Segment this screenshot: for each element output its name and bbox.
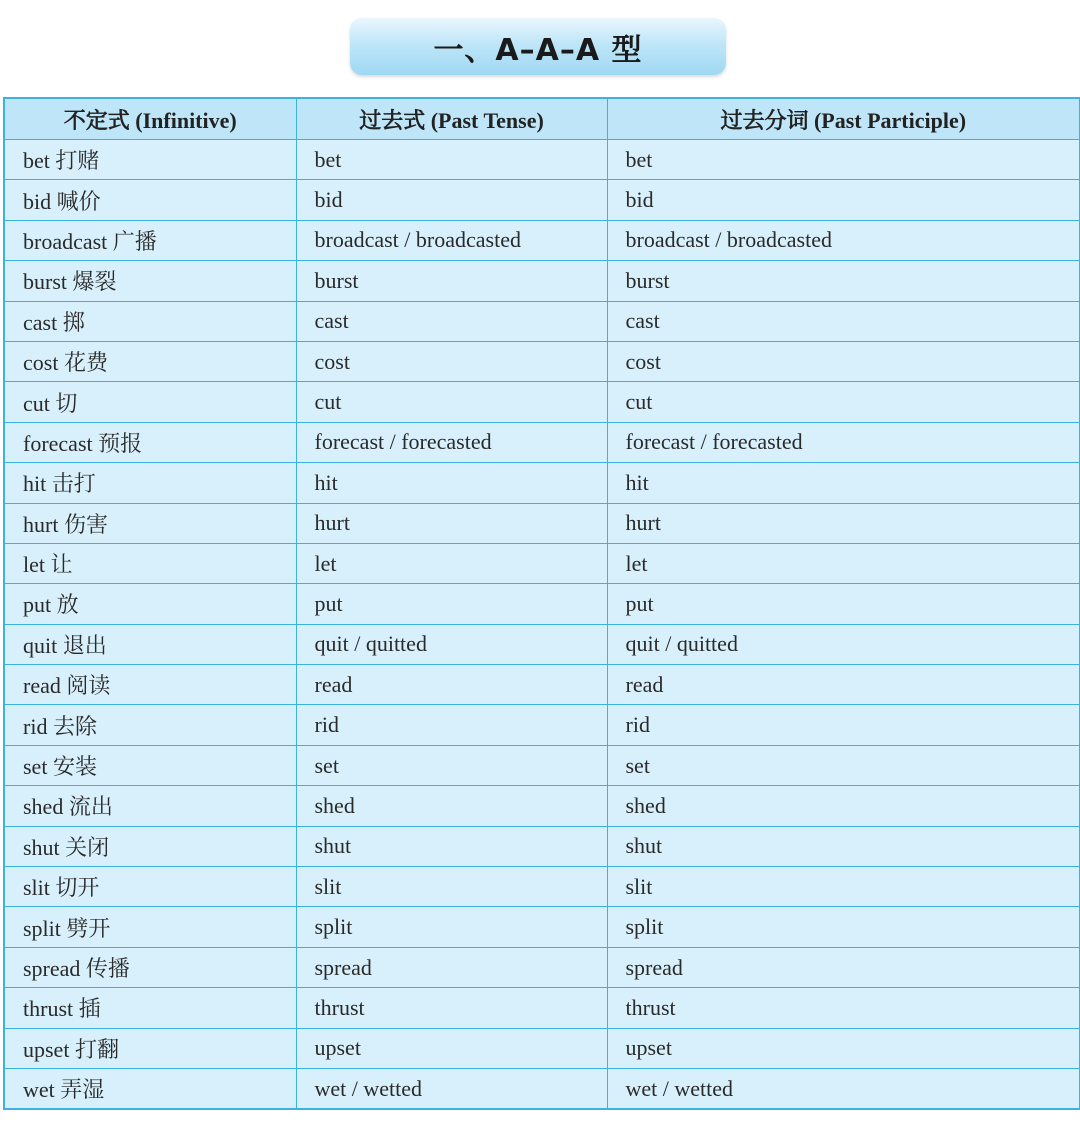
cell-past-participle: put [607,584,1080,624]
table-row [4,624,1080,664]
cell-infinitive: split 劈开 [4,907,296,947]
table-row [4,261,1080,301]
table-row [4,947,1080,987]
table-row [4,584,1080,624]
cell-past-tense: cast [296,301,607,341]
cell-past-tense: read [296,665,607,705]
cell-past-tense: cost [296,341,607,381]
cell-infinitive: wet 弄湿 [4,1068,296,1109]
table-header-row [4,98,1080,140]
cell-past-participle: broadcast / broadcasted [607,220,1080,260]
cell-past-participle: bet [607,140,1080,180]
cell-past-participle: wet / wetted [607,1068,1080,1109]
table-row [4,463,1080,503]
cell-past-tense: hurt [296,503,607,543]
section-title: 一、A–A–A 型 [433,32,643,68]
table-row [4,1068,1080,1109]
table-body [4,140,1080,1110]
table-row [4,180,1080,220]
cell-infinitive: quit 退出 [4,624,296,664]
cell-infinitive: bid 喊价 [4,180,296,220]
cell-infinitive: broadcast 广播 [4,220,296,260]
cell-past-participle: shut [607,826,1080,866]
table-row [4,988,1080,1028]
cell-past-tense: slit [296,867,607,907]
cell-infinitive: let 让 [4,543,296,583]
cell-past-participle: burst [607,261,1080,301]
cell-past-tense: shut [296,826,607,866]
cell-infinitive: spread 传播 [4,947,296,987]
table-row [4,503,1080,543]
cell-past-tense: split [296,907,607,947]
cell-infinitive: set 安装 [4,745,296,785]
header-past-participle: 过去分词 (Past Participle) [607,98,1080,140]
cell-past-participle: slit [607,867,1080,907]
cell-infinitive: thrust 插 [4,988,296,1028]
cell-past-participle: spread [607,947,1080,987]
cell-past-participle: split [607,907,1080,947]
cell-past-tense: set [296,745,607,785]
cell-past-tense: thrust [296,988,607,1028]
cell-infinitive: hurt 伤害 [4,503,296,543]
cell-past-tense: rid [296,705,607,745]
table-row [4,422,1080,462]
section-title-banner [350,18,726,75]
cell-infinitive: cost 花费 [4,341,296,381]
table-row [4,786,1080,826]
cell-infinitive: read 阅读 [4,665,296,705]
table-row [4,1028,1080,1068]
table-row [4,543,1080,583]
cell-past-tense: bid [296,180,607,220]
cell-past-tense: forecast / forecasted [296,422,607,462]
table-row [4,382,1080,422]
table-row [4,665,1080,705]
cell-past-participle: hurt [607,503,1080,543]
cell-infinitive: hit 击打 [4,463,296,503]
cell-past-participle: read [607,665,1080,705]
cell-past-tense: cut [296,382,607,422]
cell-past-participle: set [607,745,1080,785]
cell-past-tense: spread [296,947,607,987]
table-row [4,826,1080,866]
cell-past-participle: forecast / forecasted [607,422,1080,462]
cell-infinitive: bet 打赌 [4,140,296,180]
table-row [4,705,1080,745]
table-row [4,220,1080,260]
cell-past-participle: bid [607,180,1080,220]
irregular-verbs-table [3,97,1080,1110]
cell-infinitive: shut 关闭 [4,826,296,866]
cell-past-tense: shed [296,786,607,826]
cell-past-tense: broadcast / broadcasted [296,220,607,260]
cell-past-participle: shed [607,786,1080,826]
cell-past-participle: thrust [607,988,1080,1028]
cell-past-tense: upset [296,1028,607,1068]
cell-infinitive: forecast 预报 [4,422,296,462]
cell-past-tense: quit / quitted [296,624,607,664]
cell-past-participle: cast [607,301,1080,341]
cell-past-tense: wet / wetted [296,1068,607,1109]
cell-past-tense: hit [296,463,607,503]
table-row [4,301,1080,341]
cell-past-tense: put [296,584,607,624]
cell-infinitive: shed 流出 [4,786,296,826]
cell-infinitive: put 放 [4,584,296,624]
cell-past-participle: hit [607,463,1080,503]
table-row [4,341,1080,381]
table-row [4,745,1080,785]
cell-past-participle: cut [607,382,1080,422]
cell-past-tense: burst [296,261,607,301]
cell-infinitive: upset 打翻 [4,1028,296,1068]
cell-past-participle: rid [607,705,1080,745]
cell-past-participle: let [607,543,1080,583]
header-infinitive: 不定式 (Infinitive) [4,98,296,140]
cell-past-participle: quit / quitted [607,624,1080,664]
header-past-tense: 过去式 (Past Tense) [296,98,607,140]
cell-infinitive: burst 爆裂 [4,261,296,301]
cell-past-participle: cost [607,341,1080,381]
cell-infinitive: rid 去除 [4,705,296,745]
cell-infinitive: cut 切 [4,382,296,422]
table-row [4,867,1080,907]
cell-past-tense: let [296,543,607,583]
table-row [4,140,1080,180]
cell-infinitive: slit 切开 [4,867,296,907]
cell-infinitive: cast 掷 [4,301,296,341]
cell-past-participle: upset [607,1028,1080,1068]
cell-past-tense: bet [296,140,607,180]
table-row [4,907,1080,947]
